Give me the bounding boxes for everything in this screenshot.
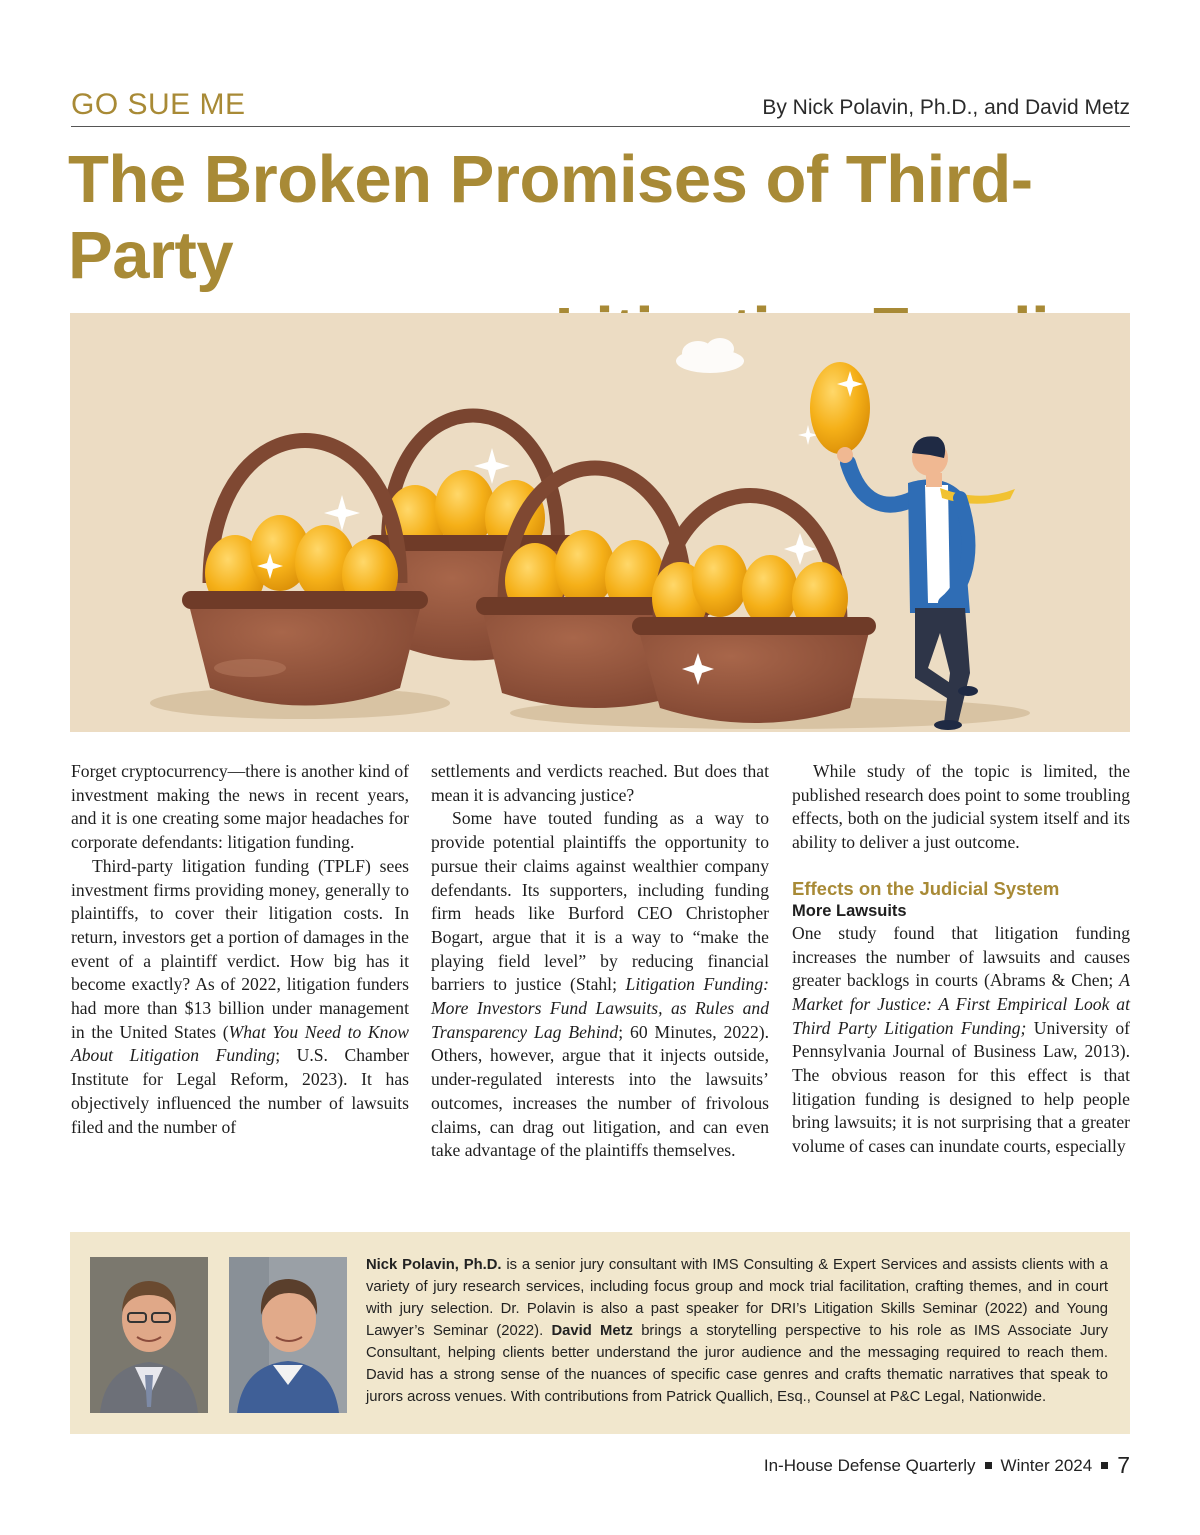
author-bio-text: Nick Polavin, Ph.D. is a senior jury consultant with IMS Consulting & Expert Services and assists clients with a variety of jury research services, including focus group and mock trial facilitation, crafting themes, and in court with jury selection. Dr. Polavin is also a past speaker for DRI’s Litigation Skills Seminar (2022) and Young Lawyer’s Seminar (2022). David Metz brings a storytelling perspective to his role as IMS Associate Jury Consultant, helping clients better understand the juror audience and the messaging required to reach them. David has a strong sense of the nuances of specific case genres and crafts thematic narratives that speak to jurors across venues. With contributions from Patrick Quallich, Esq., Counsel at P&C Legal, Nationwide.	[366, 1257, 1108, 1405]
baskets-of-golden-eggs-illustration	[70, 313, 1130, 732]
author-bio-box	[70, 1232, 1130, 1434]
paragraph: One study found that litigation funding increases the number of lawsuits and causes greater backlogs in courts (Abrams & Chen; A Market for Justice: A First Empirical Look at Third Party Litigation Funding; University of Pennsylvania Journal of Business Law, 2013). The obvious reason for this effect is that litigation funding is designed to help people bring lawsuits; it is not surprising that a greater volume of cases can inundate courts, especially	[792, 922, 1130, 1157]
paragraph: Forget cryptocurrency—there is another kind of investment making the news in recent years, and it is one creating some major headaches for corporate defendants: litigation funding.	[71, 761, 409, 853]
article-column-2	[431, 760, 769, 1163]
paragraph: settlements and verdicts reached. But does that mean it is advancing justice?	[431, 761, 769, 805]
paragraph: Some have touted funding as a way to provide potential plaintiffs the opportunity to pursue their claims against wealthier company defendants. Its supporters, including funding firm heads like Burford CEO Christopher Bogart, argue that it is a way to “make the playing field level” by reducing financial barriers to justice (Stahl; Litigation Funding: More Investors Fund Lawsuits, as Rules and Transparency Lag Behind; 60 Minutes, 2022). Others, however, argue that it injects outside, under-regulated interests into the lawsuits’ outcomes, increases the number of frivolous claims, can drag out litigation, and can even take advantage of the plaintiffs themselves.	[431, 808, 769, 1161]
header-rule	[71, 126, 1130, 127]
article-column-3	[792, 760, 1130, 1159]
paragraph: Third-party litigation funding (TPLF) sees investment firms providing money, generally to plaintiffs, to cover their litigation costs. In return, investors get a portion of damages in the event of a plaintiff verdict. How big has it become exactly? As of 2022, litigation funders had more than $13 billion under management in the United States (What You Need to Know About Litigation Funding; U.S. Chamber Institute for Legal Reform, 2023). It has objectively influenced the number of lawsuits filed and the number of	[71, 855, 410, 1137]
title-line-1: The Broken Promises of Third-Party	[68, 142, 1033, 293]
article-column-1	[71, 760, 409, 1139]
section-heading: Effects on the Judicial System	[792, 877, 1060, 899]
page-number: 7	[1117, 1452, 1130, 1478]
separator	[985, 1462, 992, 1469]
author-photo-david-metz	[229, 1257, 347, 1413]
page-footer	[764, 1452, 1130, 1479]
separator	[1101, 1462, 1108, 1469]
subsection-heading: More Lawsuits	[792, 901, 907, 920]
issue-date: Winter 2024	[1000, 1455, 1093, 1475]
author-photo-nick-polavin	[90, 1257, 208, 1413]
paragraph: While study of the topic is limited, the published research does point to some troubling effects, both on the judicial system itself and its ability to deliver a just outcome.	[792, 761, 1130, 853]
byline: By Nick Polavin, Ph.D., and David Metz	[762, 96, 1130, 119]
publication-name: In-House Defense Quarterly	[763, 1455, 976, 1475]
section-label: GO SUE ME	[71, 88, 246, 121]
